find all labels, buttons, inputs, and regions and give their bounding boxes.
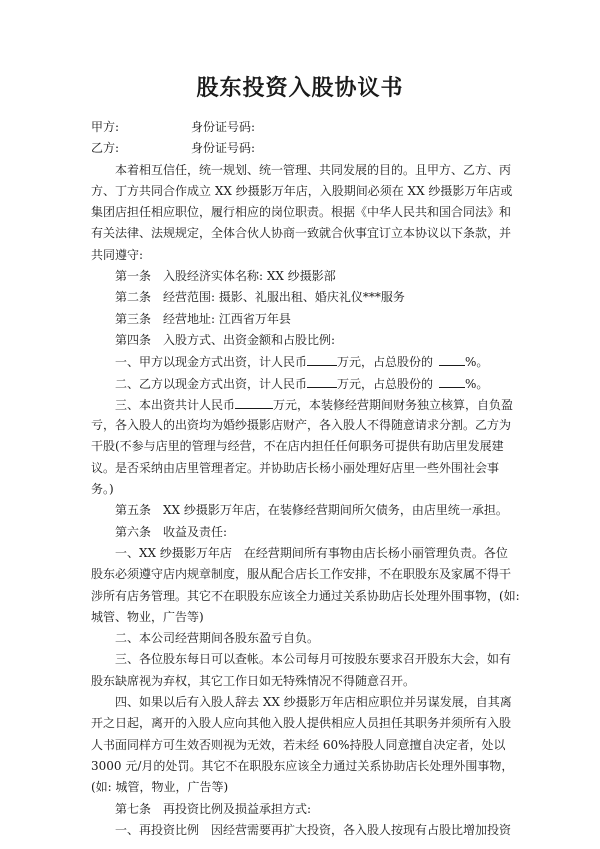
article-6-item-4-cont: 开之日起，离开的入股人应向其他入股人提供相应人员担任其职务并须所有入股 bbox=[91, 716, 512, 731]
article-6-item-4-cont: 人书面同样方可生效否则视为无效，若未经 60%持股人同意擅自决定者，处以 bbox=[91, 737, 506, 752]
preamble-line: 方、丁方共同合作成立 XX 纱摄影万年店，入股期间必须在 XX 纱摄影万年店或 bbox=[91, 183, 513, 198]
article-6-item-2: 二、本公司经营期间各股东盈亏自负。 bbox=[115, 631, 320, 646]
article-6-item-3: 三、各位股东每日可以查帐。本公司每月可按股东要求召开股东大会，如有 bbox=[115, 652, 512, 667]
article-6-item-4: 四、如果以后有入股人辞去 XX 纱摄影万年店相应职位并另谋发展，自其离 bbox=[115, 695, 512, 710]
article-6-item-1-cont: 股东必须遵守店内规章制度，服从配合店长工作安排，不在职股东及家属不得干 bbox=[91, 567, 512, 582]
article-6-item-1: 一、XX 纱摄影万年店 在经营期间所有事物由店长杨小丽管理负责。各位 bbox=[115, 545, 508, 560]
investment-item-3-cont: 干股(不参与店里的管理与经营，不在店内担任任何职务可提供有助店里发展建 bbox=[91, 439, 504, 454]
investment-item-2-text-c: %。 bbox=[465, 376, 489, 391]
investment-item-1 bbox=[0, 351, 600, 372]
investment-item-1-text-a: 一、甲方以现金方式出资，计人民币 bbox=[115, 355, 308, 370]
investment-item-3-cont: 亏，各入股人的出资均为婚纱摄影店财产，各入股人不得随意请求分割。乙方为 bbox=[91, 418, 512, 433]
investment-item-2 bbox=[0, 373, 600, 394]
preamble-line: 本着相互信任，统一规划、统一管理、共同发展的目的。且甲方、乙方、丙 bbox=[115, 162, 512, 177]
investment-item-3 bbox=[0, 394, 600, 415]
investment-item-1-text-b: 万元，占总股份的 bbox=[337, 355, 434, 370]
article-6-item-3-cont: 股东缺席视为弃权，其它工作日如无特殊情况不得随意召开。 bbox=[91, 673, 416, 688]
article-6-item-1-cont: 城管、物业，广告等) bbox=[91, 609, 204, 624]
investment-item-3-text-b: 万元，本装修经营期间财务独立核算，自负盈 bbox=[273, 397, 514, 412]
article-2: 第二条 经营范围: 摄影、礼服出租、婚庆礼仪***服务 bbox=[115, 290, 405, 305]
preamble-line: 有关法律、法规规定，全体合伙人协商一致就合伙事宜订立本协议以下条款，并 bbox=[91, 226, 512, 241]
blank-line bbox=[439, 351, 465, 366]
blank-line bbox=[235, 394, 273, 409]
document-title: 股东投资入股协议书 bbox=[196, 76, 404, 101]
party-a-label: 甲方: bbox=[91, 120, 120, 134]
blank-line bbox=[307, 373, 337, 388]
article-6-item-1-cont: 涉所有店务管理。其它不在职股东应该全力通过关系协助店长处理外围事物，(如: bbox=[91, 588, 520, 603]
blank-line bbox=[307, 351, 337, 366]
party-b-id-label: 身份证号码: bbox=[191, 141, 256, 156]
investment-item-3-text-a: 三、本出资共计人民币 bbox=[115, 397, 236, 412]
investment-item-3-cont: 务。) bbox=[91, 482, 114, 497]
investment-item-1-text-c: %。 bbox=[465, 355, 489, 370]
party-a-id-label: 身份证号码: bbox=[191, 120, 256, 134]
investment-item-3-cont: 议。是否采纳由店里管理者定。并协助店长杨小丽处理好店里一些外围社会事 bbox=[91, 460, 500, 475]
article-5: 第五条 XX 纱摄影万年店，在装修经营期间所欠债务，由店里统一承担。 bbox=[115, 503, 508, 518]
investment-item-2-text-a: 二、乙方以现金方式出资，计人民币 bbox=[115, 376, 308, 391]
article-1: 第一条 入股经济实体名称: XX 纱摄影部 bbox=[115, 269, 336, 284]
article-7-item-1: 一、再投资比例 因经营需要再扩大投资，各入股人按现有占股比增加投资 bbox=[115, 822, 512, 837]
article-3: 第三条 经营地址: 江西省万年县 bbox=[115, 311, 291, 326]
document-body bbox=[0, 117, 600, 841]
preamble-line: 集团店担任相应职位，履行相应的岗位职责。根据《中华人民共和国合同法》和 bbox=[91, 205, 512, 220]
investment-item-2-text-b: 万元，占总股份的 bbox=[337, 376, 434, 391]
article-6-item-4-cont: (如: 城管，物业，广告等) bbox=[91, 780, 229, 795]
party-b-label: 乙方: bbox=[91, 141, 120, 156]
article-7-heading: 第七条 再投资比例及损益承担方式: bbox=[115, 801, 312, 816]
article-4: 第四条 入股方式、出资金额和占股比例: bbox=[115, 332, 336, 347]
party-b-line bbox=[0, 138, 600, 159]
party-a-line bbox=[0, 117, 600, 138]
article-6-item-4-cont: 3000 元/月的处罚。其它不在职股东应该全力通过关系协助店长处理外围事物， bbox=[91, 758, 514, 773]
article-6-heading: 第六条 收益及责任: bbox=[115, 524, 228, 539]
blank-line bbox=[439, 373, 465, 388]
preamble-line: 共同遵守: bbox=[91, 247, 144, 262]
